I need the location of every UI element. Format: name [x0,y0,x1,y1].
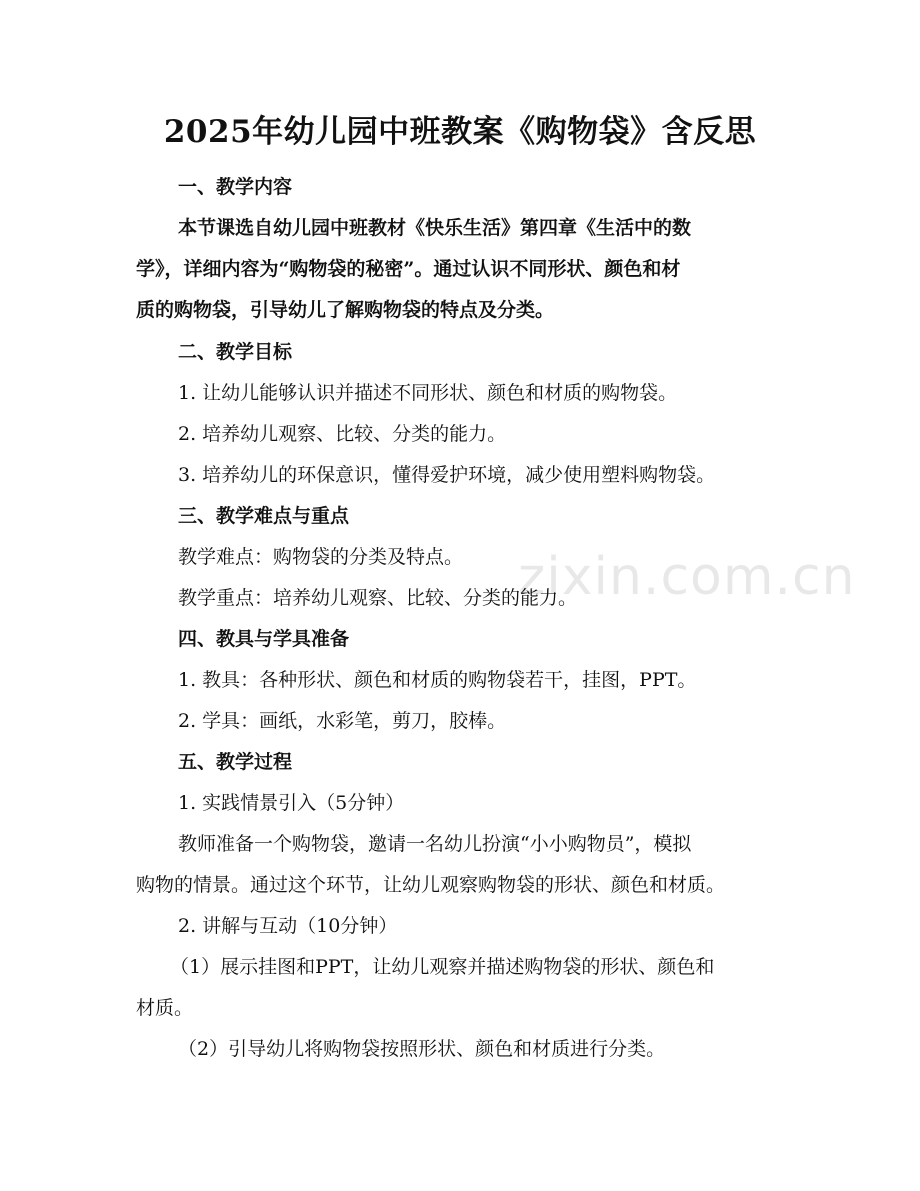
list-item: 1. 教具：各种形状、颜色和材质的购物袋若干，挂图，PPT。 [178,669,697,691]
section-heading-difficulty: 三、教学难点与重点 [178,505,350,527]
paragraph-line: 材质。 [136,997,194,1019]
paragraph-line: （1）展示挂图和PPT，让幼儿观察并描述购物袋的形状、颜色和 [170,956,715,978]
section-heading-content: 一、教学内容 [178,176,293,198]
list-item: 1. 让幼儿能够认识并描述不同形状、颜色和材质的购物袋。 [178,382,678,404]
step-heading: 2. 讲解与互动（10分钟） [178,915,398,937]
section-heading-goals: 二、教学目标 [178,341,293,363]
section-heading-process: 五、教学过程 [178,751,293,773]
paragraph-line: 质的购物袋，引导幼儿了解购物袋的特点及分类。 [136,299,555,321]
difficulty-text: 教学难点：购物袋的分类及特点。 [178,546,464,568]
document-title: 2025年幼儿园中班教案《购物袋》含反思 [163,114,757,150]
section-heading-materials: 四、教具与学具准备 [178,628,350,650]
focus-text: 教学重点：培养幼儿观察、比较、分类的能力。 [178,587,578,609]
list-item: 3. 培养幼儿的环保意识，懂得爱护环境，减少使用塑料购物袋。 [178,464,716,486]
watermark: zixin.com.cn [518,547,856,607]
paragraph-line: 本节课选自幼儿园中班教材《快乐生活》第四章《生活中的数 [178,217,692,239]
paragraph-line: 购物的情景。通过这个环节，让幼儿观察购物袋的形状、颜色和材质。 [136,874,726,896]
step-heading: 1. 实践情景引入（5分钟） [178,792,405,814]
paragraph-line: 教师准备一个购物袋，邀请一名幼儿扮演“小小购物员”，模拟 [178,833,692,855]
paragraph-line: 学》，详细内容为“购物袋的秘密”。通过认识不同形状、颜色和材 [136,258,681,280]
list-item: 2. 学具：画纸，水彩笔，剪刀，胶棒。 [178,710,507,732]
paragraph-line: （2）引导幼儿将购物袋按照形状、颜色和材质进行分类。 [178,1038,666,1060]
list-item: 2. 培养幼儿观察、比较、分类的能力。 [178,423,507,445]
